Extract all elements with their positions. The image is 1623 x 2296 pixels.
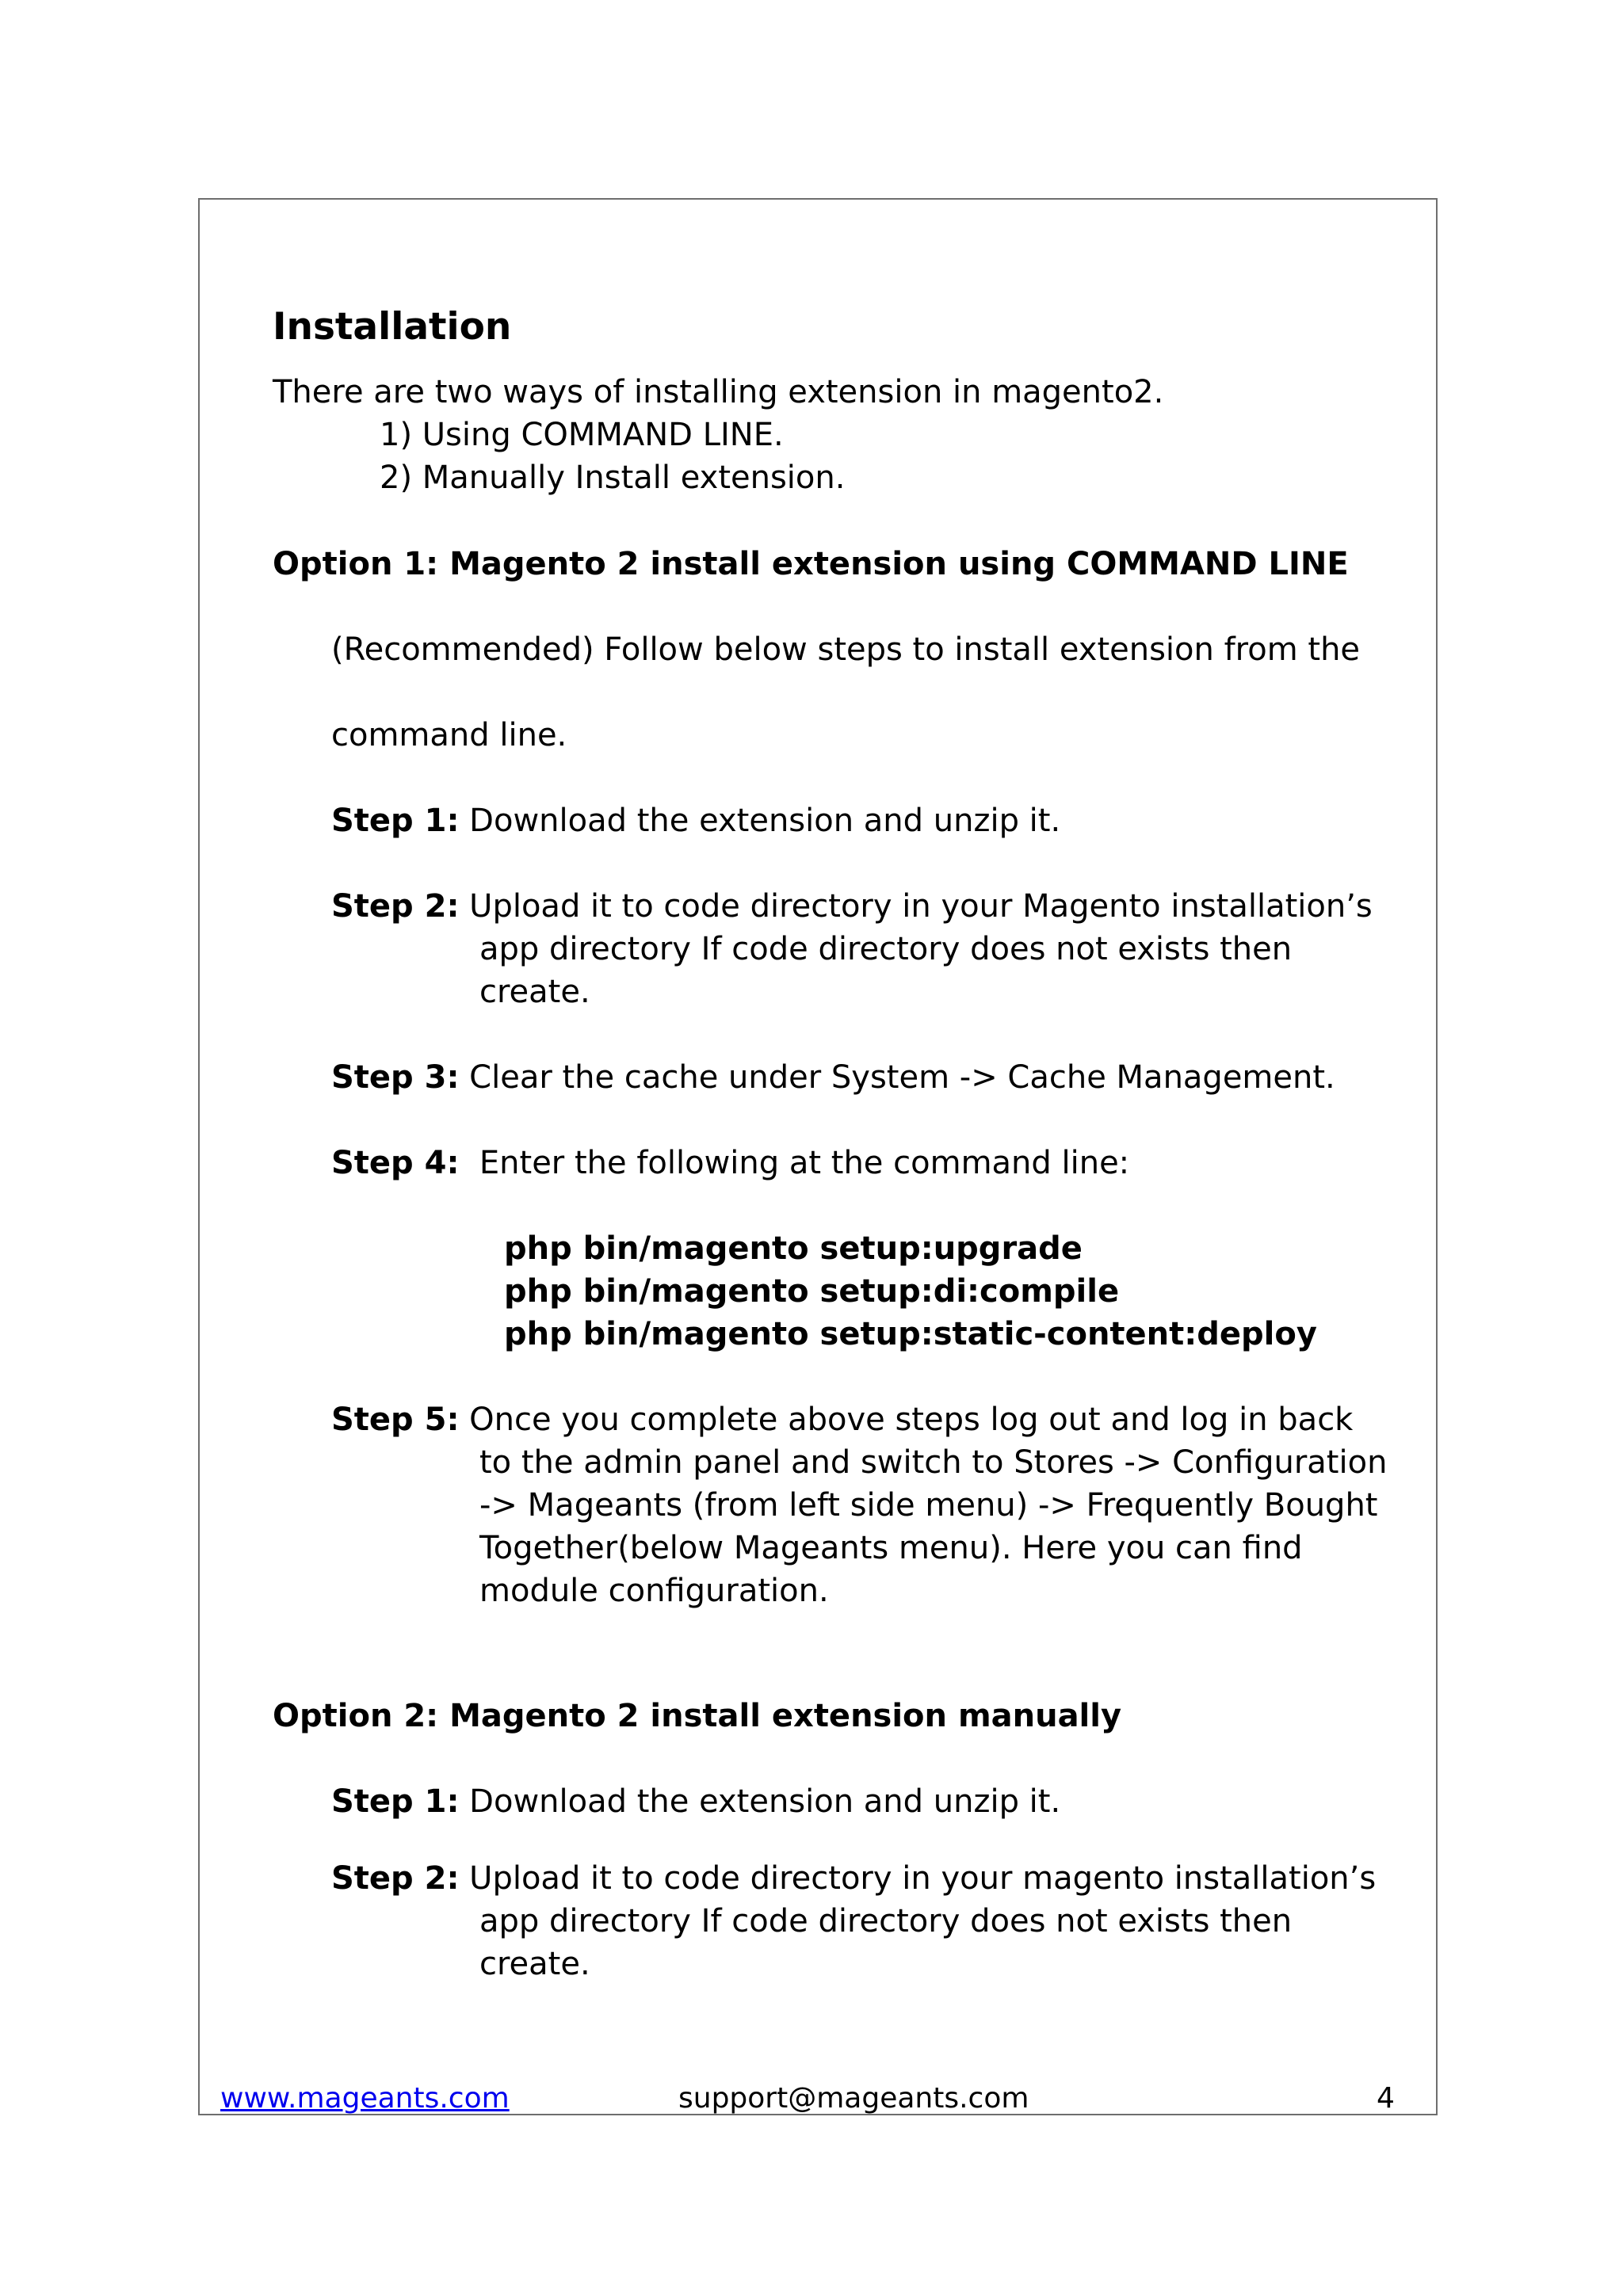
- option1-recommended-line1: (Recommended) Follow below steps to install extension from the: [331, 631, 1361, 668]
- option2-step2-line2: app directory If code directory does not exists then: [479, 1903, 1293, 1939]
- page-title: Installation: [273, 305, 512, 349]
- option1-step1: [331, 805, 1060, 837]
- option1-step5-line2: to the admin panel and switch to Stores -> Configuration: [479, 1444, 1388, 1481]
- step-label: Step 5:: [331, 1402, 460, 1438]
- option1-heading: Option 1: Magento 2 install extension using COMMAND LINE: [273, 546, 1349, 582]
- option1-step5-line4: Together(below Mageants menu). Here you can find: [479, 1530, 1303, 1566]
- option2-step2: [331, 1860, 1377, 1897]
- option1-step5-line3: -> Mageants (from left side menu) -> Frequently Bought: [479, 1487, 1378, 1524]
- step-label: Step 2:: [331, 1860, 460, 1897]
- step-text: Clear the cache under System -> Cache Management.: [469, 1059, 1335, 1096]
- footer-website-link[interactable]: www.mageants.com: [220, 2082, 510, 2115]
- step-label: Step 3:: [331, 1059, 460, 1096]
- command-line-2: php bin/magento setup:di:compile: [504, 1273, 1120, 1310]
- command-line-1: php bin/magento setup:upgrade: [504, 1230, 1083, 1267]
- option1-step2-line3: create.: [479, 974, 590, 1010]
- option1-step4: [331, 1147, 1129, 1179]
- option1-step3: [331, 1059, 1335, 1096]
- step-text: Upload it to code directory in your magento installation’s: [469, 1860, 1377, 1897]
- option1-step2: [331, 888, 1373, 925]
- option1-step2-line2: app directory If code directory does not exists then: [479, 931, 1293, 967]
- option1-recommended-line2: command line.: [331, 717, 567, 753]
- intro-text: There are two ways of installing extension in magento2.: [273, 374, 1164, 410]
- way-item-2: 2) Manually Install extension.: [380, 460, 846, 496]
- step-text: Enter the following at the command line:: [469, 1145, 1130, 1181]
- step-label: Step 2:: [331, 888, 460, 925]
- step-label: Step 1:: [331, 1783, 460, 1820]
- option2-step2-line3: create.: [479, 1946, 590, 1982]
- option2-heading: Option 2: Magento 2 install extension manually: [273, 1698, 1122, 1734]
- step-text: Upload it to code directory in your Magento installation’s: [469, 888, 1373, 925]
- footer-email: support@mageants.com: [678, 2082, 1029, 2115]
- option1-step5: [331, 1404, 1353, 1436]
- page-number: 4: [1377, 2082, 1395, 2115]
- step-label: Step 4:: [331, 1145, 460, 1181]
- step-text: Download the extension and unzip it.: [469, 1783, 1061, 1820]
- command-line-3: php bin/magento setup:static-content:deploy: [504, 1316, 1317, 1352]
- option2-step1: [331, 1783, 1061, 1820]
- way-item-1: 1) Using COMMAND LINE.: [380, 417, 784, 453]
- step-text: Download the extension and unzip it.: [469, 803, 1061, 839]
- step-text: Once you complete above steps log out and log in back: [469, 1402, 1354, 1438]
- option1-step5-line5: module configuration.: [479, 1573, 829, 1609]
- step-label: Step 1:: [331, 803, 460, 839]
